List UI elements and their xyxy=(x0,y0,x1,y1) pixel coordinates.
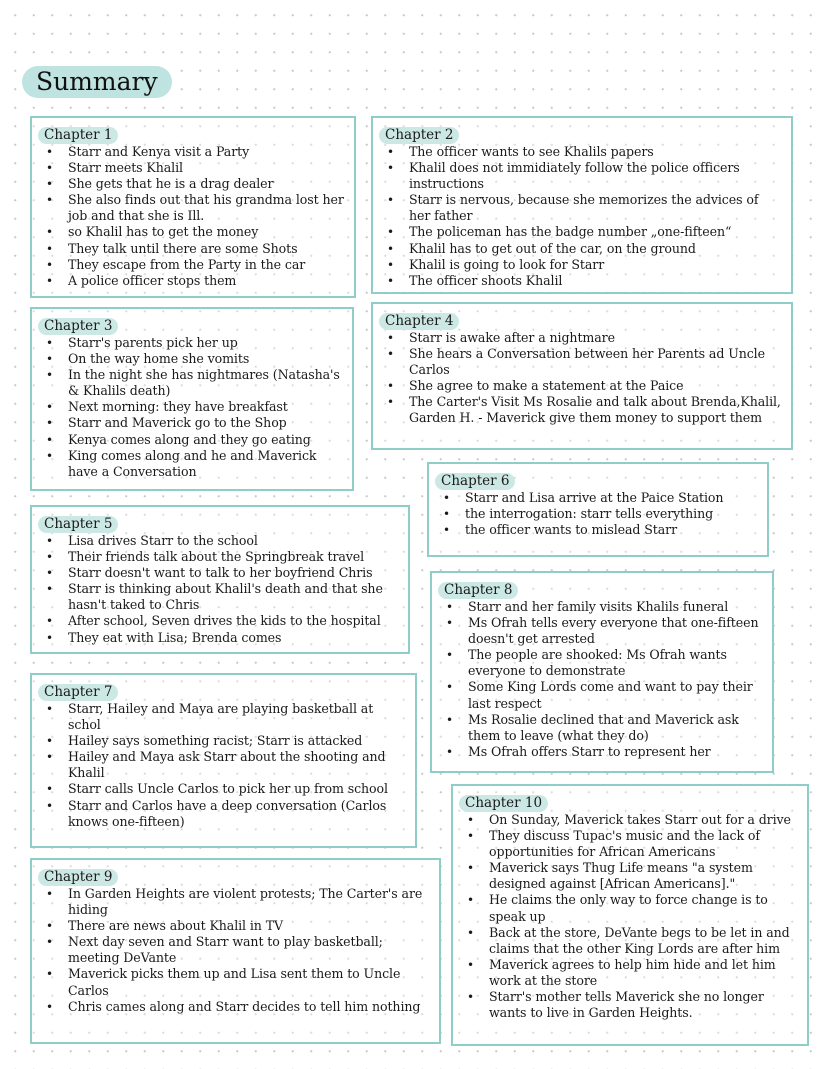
summary-bullet: • In the night she has nightmares (Natasha's & Khalils death) xyxy=(46,367,344,399)
chapter-heading: Chapter 5 xyxy=(38,516,118,533)
summary-bullet: • Starr's parents pick her up xyxy=(46,335,344,351)
summary-bullet: • Next morning: they have breakfast xyxy=(46,399,344,415)
summary-bullet: • On the way home she vomits xyxy=(46,351,344,367)
summary-bullet: • Starr, Hailey and Maya are playing basketball at schol xyxy=(46,701,407,733)
summary-bullet: • Starr is awake after a nightmare xyxy=(387,330,783,346)
summary-bullet: • Some King Lords come and want to pay their last respect xyxy=(446,679,764,711)
summary-bullet: • so Khalil has to get the money xyxy=(46,224,346,240)
chapter-heading: Chapter 6 xyxy=(435,473,515,490)
summary-bullet: • Lisa drives Starr to the school xyxy=(46,533,400,549)
summary-bullet: • On Sunday, Maverick takes Starr out for a drive xyxy=(467,812,799,828)
summary-bullet: • She also finds out that his grandma lost her job and that she is Ill. xyxy=(46,192,346,224)
chapter-bullet-list xyxy=(38,335,344,480)
chapter-6-card xyxy=(427,462,769,557)
chapter-heading: Chapter 7 xyxy=(38,684,118,701)
chapter-heading: Chapter 10 xyxy=(459,795,548,812)
summary-bullet: • The people are shooked: Ms Ofrah wants everyone to demonstrate xyxy=(446,647,764,679)
summary-bullet: • He claims the only way to force change is to speak up xyxy=(467,892,799,924)
chapter-9-card xyxy=(30,858,441,1044)
chapter-heading: Chapter 8 xyxy=(438,582,518,599)
summary-bullet: • The officer wants to see Khalils papers xyxy=(387,144,783,160)
summary-bullet: • Maverick agrees to help him hide and let him work at the store xyxy=(467,957,799,989)
summary-bullet: • Maverick says Thug Life means "a system designed against [African Americans]." xyxy=(467,860,799,892)
summary-bullet: • Back at the store, DeVante begs to be let in and claims that the other King Lords are after him xyxy=(467,925,799,957)
summary-bullet: • She gets that he is a drag dealer xyxy=(46,176,346,192)
summary-bullet: • Maverick picks them up and Lisa sent them to Uncle Carlos xyxy=(46,966,431,998)
chapter-10-card xyxy=(451,784,809,1046)
summary-bullet: • Starr's mother tells Maverick she no longer wants to live in Garden Heights. xyxy=(467,989,799,1021)
page-title: Summary xyxy=(22,66,172,98)
summary-bullet: • King comes along and he and Maverick have a Conversation xyxy=(46,448,344,480)
summary-bullet: • Ms Ofrah offers Starr to represent her xyxy=(446,744,764,760)
chapter-bullet-list xyxy=(38,886,431,1015)
chapter-heading: Chapter 9 xyxy=(38,869,118,886)
summary-bullet: • After school, Seven drives the kids to the hospital xyxy=(46,613,400,629)
summary-bullet: • Next day seven and Starr want to play basketball; meeting DeVante xyxy=(46,934,431,966)
chapter-heading: Chapter 1 xyxy=(38,127,118,144)
summary-bullet: • She agree to make a statement at the Paice xyxy=(387,378,783,394)
summary-bullet: • Khalil does not immidiately follow the police officers instructions xyxy=(387,160,783,192)
chapter-bullet-list xyxy=(38,701,407,830)
summary-bullet: • Kenya comes along and they go eating xyxy=(46,432,344,448)
summary-bullet: • Starr and her family visits Khalils funeral xyxy=(446,599,764,615)
chapter-bullet-list xyxy=(435,490,759,538)
chapter-heading: Chapter 3 xyxy=(38,318,118,335)
chapter-bullet-list xyxy=(38,533,400,646)
summary-bullet: • They escape from the Party in the car xyxy=(46,257,346,273)
chapter-bullet-list xyxy=(438,599,764,760)
chapter-heading: Chapter 2 xyxy=(379,127,459,144)
chapter-8-card xyxy=(430,571,774,773)
summary-bullet: • Starr and Kenya visit a Party xyxy=(46,144,346,160)
summary-bullet: • Ms Rosalie declined that and Maverick ask them to leave (what they do) xyxy=(446,712,764,744)
chapter-bullet-list xyxy=(38,144,346,289)
chapter-1-card xyxy=(30,116,356,298)
summary-bullet: • The Carter's Visit Ms Rosalie and talk about Brenda,Khalil, Garden H. - Maverick give them money to support them xyxy=(387,394,783,426)
chapter-bullet-list xyxy=(459,812,799,1021)
summary-bullet: • Starr calls Uncle Carlos to pick her up from school xyxy=(46,781,407,797)
summary-bullet: • They discuss Tupac's music and the lack of opportunities for African Americans xyxy=(467,828,799,860)
summary-bullet: • the officer wants to mislead Starr xyxy=(443,522,759,538)
summary-bullet: • Khalil has to get out of the car, on the ground xyxy=(387,241,783,257)
summary-bullet: • Their friends talk about the Springbreak travel xyxy=(46,549,400,565)
chapter-2-card xyxy=(371,116,793,294)
summary-bullet: • Starr meets Khalil xyxy=(46,160,346,176)
summary-bullet: • Hailey says something racist; Starr is attacked xyxy=(46,733,407,749)
summary-bullet: • Starr and Lisa arrive at the Paice Station xyxy=(443,490,759,506)
summary-bullet: • The officer shoots Khalil xyxy=(387,273,783,289)
summary-bullet: • There are news about Khalil in TV xyxy=(46,918,431,934)
summary-bullet: • Starr and Maverick go to the Shop xyxy=(46,415,344,431)
summary-bullet: • She hears a Conversation between her Parents ad Uncle Carlos xyxy=(387,346,783,378)
chapter-bullet-list xyxy=(379,330,783,427)
summary-bullet: • The policeman has the badge number „one-fifteen“ xyxy=(387,224,783,240)
summary-bullet: • Ms Ofrah tells every everyone that one-fifteen doesn't get arrested xyxy=(446,615,764,647)
chapter-bullet-list xyxy=(379,144,783,289)
summary-bullet: • Starr is thinking about Khalil's death and that she hasn't taked to Chris xyxy=(46,581,400,613)
summary-bullet: • Starr is nervous, because she memorizes the advices of her father xyxy=(387,192,783,224)
summary-bullet: • the interrogation: starr tells everything xyxy=(443,506,759,522)
chapter-5-card xyxy=(30,505,410,654)
chapter-3-card xyxy=(30,307,354,491)
summary-bullet: • Starr and Carlos have a deep conversation (Carlos knows one-fifteen) xyxy=(46,798,407,830)
summary-bullet: • They eat with Lisa; Brenda comes xyxy=(46,630,400,646)
chapter-7-card xyxy=(30,673,417,848)
summary-bullet: • Khalil is going to look for Starr xyxy=(387,257,783,273)
summary-bullet: • Starr doesn't want to talk to her boyfriend Chris xyxy=(46,565,400,581)
summary-bullet: • Hailey and Maya ask Starr about the shooting and Khalil xyxy=(46,749,407,781)
summary-bullet: • Chris cames along and Starr decides to tell him nothing xyxy=(46,999,431,1015)
chapter-4-card xyxy=(371,302,793,450)
summary-bullet: • In Garden Heights are violent protests; The Carter's are hiding xyxy=(46,886,431,918)
summary-bullet: • A police officer stops them xyxy=(46,273,346,289)
chapter-heading: Chapter 4 xyxy=(379,313,459,330)
summary-bullet: • They talk until there are some Shots xyxy=(46,241,346,257)
